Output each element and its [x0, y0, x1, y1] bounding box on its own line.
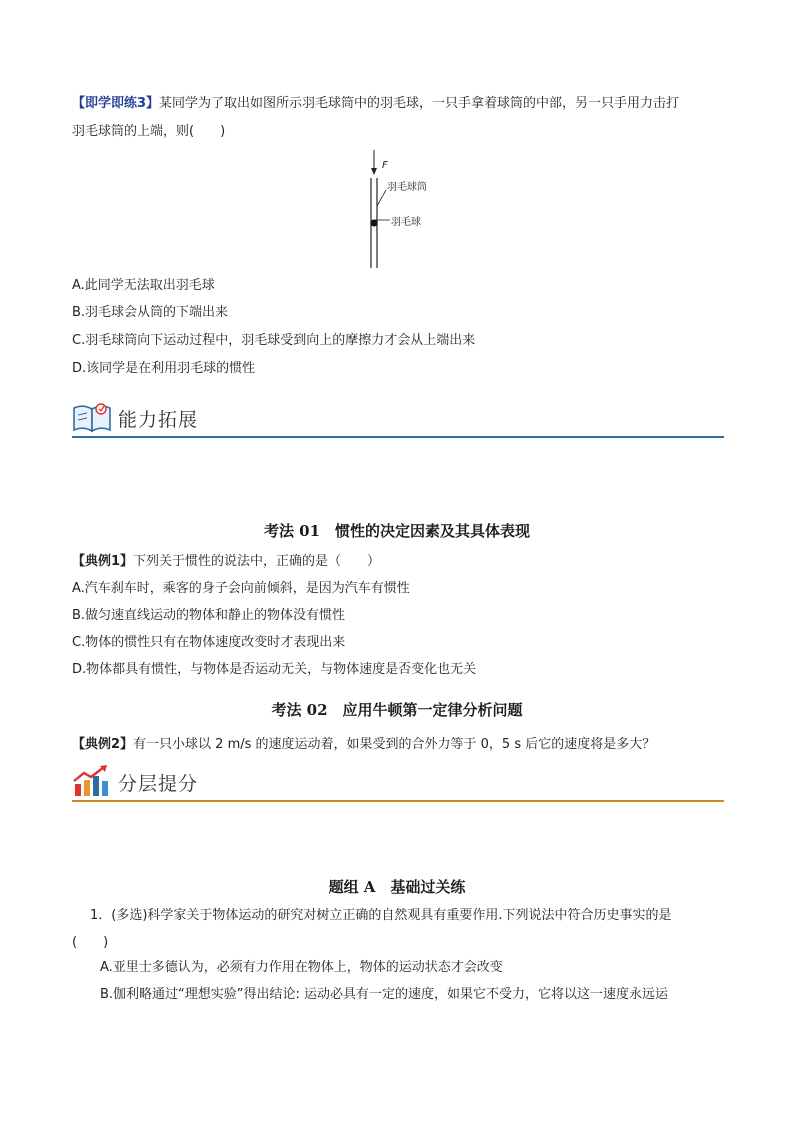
- method1-option-b: B.做匀速直线运动的物体和静止的物体没有惯性: [72, 608, 346, 623]
- tube-label: 羽毛球筒: [387, 182, 427, 193]
- section-layered: [72, 762, 724, 802]
- section-ability: [72, 398, 724, 438]
- method1-heading: 考法 01 惯性的决定因素及其具体表现: [263, 522, 531, 540]
- example2-tag: 【典例2】: [72, 737, 134, 752]
- section-ability-rule: [72, 436, 724, 438]
- method1-option-a: A.汽车刹车时，乘客的身子会向前倾斜，是因为汽车有惯性: [72, 581, 410, 596]
- example2-text: 有一只小球以 2 m/s 的速度运动着，如果受到的合外力等于 0，5 s 后它的速度将是多大？: [133, 737, 656, 752]
- practice-option-b: B.羽毛球会从筒的下端出来: [72, 305, 229, 320]
- open-book-icon: [72, 400, 112, 434]
- group-a-heading: 题组 A 基础过关练: [328, 878, 466, 896]
- section-layered-title: 分层提分: [118, 773, 199, 795]
- method2-heading: 考法 02 应用牛顿第一定律分析问题: [271, 701, 523, 719]
- practice-option-d: D.该同学是在利用羽毛球的惯性: [72, 361, 256, 376]
- group-a-q1-line2: ( ): [72, 935, 109, 950]
- badminton-tube-figure: [360, 150, 480, 270]
- section-ability-title: 能力拓展: [118, 409, 199, 431]
- force-arrow-head: [371, 168, 377, 175]
- method1-option-d: D.物体都具有惯性，与物体是否运动无关，与物体速度是否变化也无关: [72, 662, 477, 677]
- group-a-option-b: B.伽利略通过“理想实验”得出结论: 运动必具有一定的速度，如果它不受力，它将以这一速度永远运: [100, 987, 669, 1002]
- force-label: F: [382, 160, 388, 171]
- tube-label-leader: [377, 190, 386, 206]
- practice-option-a: A.此同学无法取出羽毛球: [72, 278, 215, 293]
- practice-question-text: 某同学为了取出如图所示羽毛球筒中的羽毛球，一只手拿着球筒的中部，另一只手用力击打: [159, 96, 680, 111]
- practice-tag: 【即学即练3】: [72, 96, 160, 111]
- group-a-option-a: A.亚里士多德认为，必须有力作用在物体上，物体的运动状态才会改变: [100, 960, 503, 975]
- example1-text: 下列关于惯性的说法中，正确的是（ ）: [133, 554, 381, 569]
- method2-example: [72, 735, 655, 755]
- tube-diagram: [360, 150, 480, 270]
- example1-tag: 【典例1】: [72, 554, 134, 569]
- section-layered-rule: [72, 800, 724, 802]
- badminton-ball: [371, 220, 378, 227]
- group-a-q1-line1: 1．(多选)科学家关于物体运动的研究对树立正确的自然观具有重要作用.下列说法中符合历史事实的是: [90, 908, 672, 923]
- method1-option-c: C.物体的惯性只有在物体速度改变时才表现出来: [72, 635, 346, 650]
- practice-option-c: C.羽毛球筒向下运动过程中，羽毛球受到向上的摩擦力才会从上端出来: [72, 333, 476, 348]
- practice-question-line1: [72, 94, 679, 114]
- ball-label: 羽毛球: [391, 217, 421, 228]
- practice-question-line2: 羽毛球筒的上端，则( ): [72, 124, 226, 139]
- method1-example: [72, 552, 380, 572]
- bar-chart-growth-icon: [72, 764, 112, 798]
